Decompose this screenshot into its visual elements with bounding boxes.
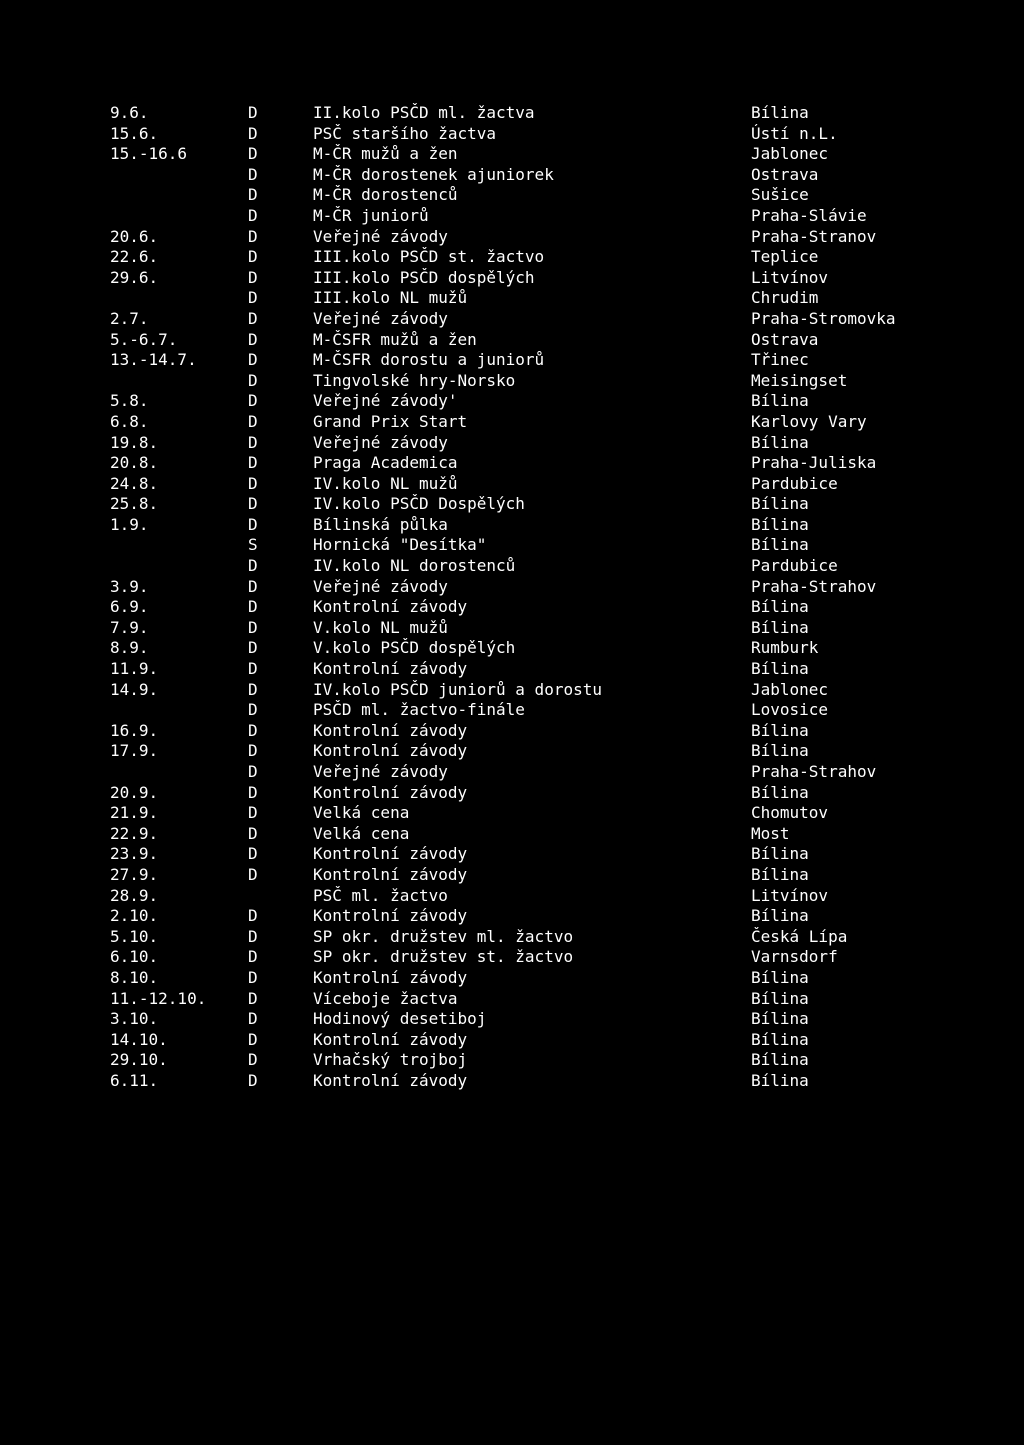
event-date: 5.10. — [110, 926, 159, 946]
event-place: Bílina — [751, 391, 809, 411]
event-name: V.kolo NL mužů — [313, 617, 448, 637]
event-place: Bílina — [751, 514, 809, 534]
event-place: Praha-Stromovka — [751, 308, 896, 328]
event-date: 5.8. — [110, 391, 149, 411]
event-type-code: D — [248, 823, 258, 843]
schedule-row — [110, 309, 950, 330]
schedule-row — [110, 803, 950, 824]
schedule-row — [110, 1030, 950, 1051]
event-name: M-ČSFR dorostu a juniorů — [313, 350, 545, 370]
event-date: 11.-12.10. — [110, 988, 207, 1008]
event-name: Kontrolní závody — [313, 720, 468, 740]
event-date: 9.6. — [110, 103, 149, 122]
event-place: Bílina — [751, 659, 809, 679]
event-name: Veřejné závody' — [313, 391, 458, 411]
event-name: IV.kolo PSČD juniorů a dorostu — [313, 679, 602, 699]
event-place: Praha-Slávie — [751, 205, 867, 225]
event-name: Hodinový desetiboj — [313, 1009, 487, 1029]
event-type-code: D — [248, 1029, 258, 1049]
event-date: 23.9. — [110, 844, 159, 864]
event-type-code: D — [248, 1070, 258, 1090]
schedule-row — [110, 659, 950, 680]
event-name: IV.kolo NL dorostenců — [313, 556, 516, 576]
event-date: 2.10. — [110, 906, 159, 926]
event-type-code: D — [248, 844, 258, 864]
event-date: 21.9. — [110, 803, 159, 823]
event-name: PSČD ml. žactvo-finále — [313, 700, 525, 720]
schedule-row — [110, 330, 950, 351]
schedule-row — [110, 535, 950, 556]
schedule-row — [110, 474, 950, 495]
event-schedule — [110, 103, 950, 1092]
schedule-row — [110, 968, 950, 989]
event-type-code: D — [248, 267, 258, 287]
event-date: 20.8. — [110, 453, 159, 473]
event-place: Teplice — [751, 247, 819, 267]
event-place: Chomutov — [751, 803, 829, 823]
event-place: Praha-Stranov — [751, 226, 877, 246]
event-place: Ostrava — [751, 329, 819, 349]
event-place: Lovosice — [751, 700, 829, 720]
event-type-code: D — [248, 411, 258, 431]
event-place: Bílina — [751, 617, 809, 637]
event-name: Praga Academica — [313, 453, 458, 473]
event-type-code: D — [248, 514, 258, 534]
event-type-code: D — [248, 679, 258, 699]
event-place: Bílina — [751, 535, 809, 555]
event-date: 8.9. — [110, 638, 149, 658]
event-type-code: D — [248, 638, 258, 658]
event-name: II.kolo PSČD ml. žactva — [313, 103, 535, 122]
event-date: 14.10. — [110, 1029, 168, 1049]
event-date: 3.10. — [110, 1009, 159, 1029]
event-date: 7.9. — [110, 617, 149, 637]
event-place: Ústí n.L. — [751, 123, 838, 143]
schedule-row — [110, 762, 950, 783]
event-date: 8.10. — [110, 967, 159, 987]
event-name: Bílinská půlka — [313, 514, 448, 534]
event-date: 13.-14.7. — [110, 350, 197, 370]
event-date: 28.9. — [110, 885, 159, 905]
event-type-code: D — [248, 1009, 258, 1029]
schedule-row — [110, 741, 950, 762]
event-place: Jablonec — [751, 679, 829, 699]
schedule-row — [110, 721, 950, 742]
event-type-code: D — [248, 864, 258, 884]
schedule-row — [110, 371, 950, 392]
event-type-code: D — [248, 556, 258, 576]
event-type-code: D — [248, 205, 258, 225]
event-type-code: D — [248, 247, 258, 267]
schedule-row — [110, 103, 950, 124]
event-type-code: D — [248, 391, 258, 411]
event-place: Bílina — [751, 432, 809, 452]
event-place: Česká Lípa — [751, 926, 848, 946]
event-place: Most — [751, 823, 790, 843]
event-date: 3.9. — [110, 576, 149, 596]
schedule-row — [110, 989, 950, 1010]
event-type-code: D — [248, 947, 258, 967]
event-name: Veřejné závody — [313, 308, 448, 328]
schedule-row — [110, 577, 950, 598]
event-name: Kontrolní závody — [313, 597, 468, 617]
event-place: Litvínov — [751, 267, 829, 287]
event-date: 15.6. — [110, 123, 159, 143]
event-type-code: D — [248, 720, 258, 740]
schedule-row — [110, 247, 950, 268]
event-place: Chrudim — [751, 288, 819, 308]
event-type-code: D — [248, 597, 258, 617]
event-place: Bílina — [751, 494, 809, 514]
event-name: Kontrolní závody — [313, 741, 468, 761]
event-type-code: D — [248, 782, 258, 802]
event-name: Veřejné závody — [313, 226, 448, 246]
event-name: Velká cena — [313, 803, 410, 823]
event-place: Bílina — [751, 864, 809, 884]
event-name: III.kolo NL mužů — [313, 288, 468, 308]
event-name: Kontrolní závody — [313, 1070, 468, 1090]
event-type-code: D — [248, 762, 258, 781]
event-type-code: D — [248, 432, 258, 452]
event-place: Varnsdorf — [751, 947, 838, 967]
schedule-row — [110, 597, 950, 618]
event-type-code: D — [248, 144, 258, 164]
event-date: 24.8. — [110, 473, 159, 493]
schedule-row — [110, 886, 950, 907]
event-name: III.kolo PSČD st. žactvo — [313, 247, 545, 267]
event-name: M-ČR juniorů — [313, 205, 429, 225]
schedule-row — [110, 165, 950, 186]
event-place: Bílina — [751, 741, 809, 761]
event-date: 6.10. — [110, 947, 159, 967]
event-type-code: D — [248, 123, 258, 143]
event-place: Ostrava — [751, 164, 819, 184]
event-date: 17.9. — [110, 741, 159, 761]
event-place: Bílina — [751, 988, 809, 1008]
event-date: 14.9. — [110, 679, 159, 699]
event-date: 16.9. — [110, 720, 159, 740]
event-type-code: D — [248, 576, 258, 596]
schedule-row — [110, 783, 950, 804]
event-name: Velká cena — [313, 823, 410, 843]
event-name: Veřejné závody — [313, 432, 448, 452]
event-date: 5.-6.7. — [110, 329, 178, 349]
event-name: Kontrolní závody — [313, 967, 468, 987]
event-place: Sušice — [751, 185, 809, 205]
event-type-code: D — [248, 288, 258, 308]
event-name: Veřejné závody — [313, 762, 448, 781]
event-date: 25.8. — [110, 494, 159, 514]
event-name: Kontrolní závody — [313, 782, 468, 802]
schedule-row — [110, 391, 950, 412]
event-name: V.kolo PSČD dospělých — [313, 638, 516, 658]
event-name: Kontrolní závody — [313, 864, 468, 884]
schedule-row — [110, 906, 950, 927]
event-name: SP okr. družstev ml. žactvo — [313, 926, 574, 946]
event-name: Veřejné závody — [313, 576, 448, 596]
event-place: Karlovy Vary — [751, 411, 867, 431]
schedule-row — [110, 515, 950, 536]
event-date: 22.6. — [110, 247, 159, 267]
schedule-row — [110, 185, 950, 206]
event-type-code: D — [248, 473, 258, 493]
event-type-code: D — [248, 700, 258, 720]
schedule-row — [110, 1071, 950, 1092]
schedule-row — [110, 124, 950, 145]
schedule-row — [110, 494, 950, 515]
event-place: Bílina — [751, 1070, 809, 1090]
schedule-row — [110, 412, 950, 433]
schedule-row — [110, 1009, 950, 1030]
event-type-code: D — [248, 803, 258, 823]
event-type-code: D — [248, 308, 258, 328]
event-type-code: D — [248, 494, 258, 514]
event-place: Meisingset — [751, 370, 848, 390]
event-name: SP okr. družstev st. žactvo — [313, 947, 574, 967]
event-name: Tingvolské hry-Norsko — [313, 370, 516, 390]
event-name: Víceboje žactva — [313, 988, 458, 1008]
event-date: 27.9. — [110, 864, 159, 884]
event-type-code: D — [248, 185, 258, 205]
event-place: Bílina — [751, 1009, 809, 1029]
event-type-code: D — [248, 926, 258, 946]
event-place: Bílina — [751, 906, 809, 926]
event-place: Bílina — [751, 844, 809, 864]
event-type-code: D — [248, 329, 258, 349]
event-name: Kontrolní závody — [313, 906, 468, 926]
event-date: 1.9. — [110, 514, 149, 534]
event-type-code: D — [248, 350, 258, 370]
event-name: Kontrolní závody — [313, 844, 468, 864]
event-date: 2.7. — [110, 308, 149, 328]
schedule-row — [110, 680, 950, 701]
event-place: Bílina — [751, 720, 809, 740]
event-name: M-ČR mužů a žen — [313, 144, 458, 164]
event-place: Bílina — [751, 103, 809, 122]
schedule-row — [110, 865, 950, 886]
event-place: Praha-Strahov — [751, 576, 877, 596]
event-type-code: D — [248, 370, 258, 390]
event-name: M-ČSFR mužů a žen — [313, 329, 477, 349]
event-date: 15.-16.6 — [110, 144, 188, 164]
event-place: Bílina — [751, 1029, 809, 1049]
event-name: PSČ ml. žactvo — [313, 885, 448, 905]
event-place: Bílina — [751, 782, 809, 802]
event-place: Praha-Strahov — [751, 762, 877, 781]
event-place: Pardubice — [751, 556, 838, 576]
event-type-code: D — [248, 659, 258, 679]
event-name: Vrhačský trojboj — [313, 1050, 468, 1070]
event-type-code: D — [248, 988, 258, 1008]
event-name: PSČ staršího žactva — [313, 123, 497, 143]
event-date: 11.9. — [110, 659, 159, 679]
event-date: 20.9. — [110, 782, 159, 802]
schedule-row — [110, 227, 950, 248]
event-date: 19.8. — [110, 432, 159, 452]
event-place: Rumburk — [751, 638, 819, 658]
event-place: Třinec — [751, 350, 809, 370]
event-place: Bílina — [751, 597, 809, 617]
event-place: Litvínov — [751, 885, 829, 905]
schedule-row — [110, 288, 950, 309]
event-date: 6.9. — [110, 597, 149, 617]
schedule-row — [110, 844, 950, 865]
event-name: Kontrolní závody — [313, 1029, 468, 1049]
schedule-row — [110, 350, 950, 371]
schedule-row — [110, 453, 950, 474]
event-name: M-ČR dorostenců — [313, 185, 458, 205]
schedule-row — [110, 206, 950, 227]
schedule-row — [110, 1050, 950, 1071]
event-type-code: D — [248, 164, 258, 184]
event-date: 22.9. — [110, 823, 159, 843]
schedule-row — [110, 927, 950, 948]
event-type-code: D — [248, 226, 258, 246]
schedule-row — [110, 268, 950, 289]
schedule-row — [110, 618, 950, 639]
event-type-code: D — [248, 453, 258, 473]
event-type-code: D — [248, 103, 258, 122]
event-type-code: D — [248, 1050, 258, 1070]
event-name: Grand Prix Start — [313, 411, 468, 431]
event-name: Kontrolní závody — [313, 659, 468, 679]
event-place: Bílina — [751, 1050, 809, 1070]
event-name: M-ČR dorostenek ajuniorek — [313, 164, 554, 184]
event-type-code: D — [248, 741, 258, 761]
event-date: 6.11. — [110, 1070, 159, 1090]
event-type-code: D — [248, 906, 258, 926]
event-name: IV.kolo PSČD Dospělých — [313, 494, 525, 514]
event-name: III.kolo PSČD dospělých — [313, 267, 535, 287]
event-date: 29.10. — [110, 1050, 168, 1070]
schedule-row — [110, 638, 950, 659]
schedule-row — [110, 144, 950, 165]
event-type-code: S — [248, 535, 258, 555]
event-type-code: D — [248, 617, 258, 637]
schedule-row — [110, 556, 950, 577]
event-date: 29.6. — [110, 267, 159, 287]
event-place: Jablonec — [751, 144, 829, 164]
schedule-row — [110, 947, 950, 968]
event-name: Hornická "Desítka" — [313, 535, 487, 555]
event-place: Praha-Juliska — [751, 453, 877, 473]
event-date: 6.8. — [110, 411, 149, 431]
schedule-row — [110, 433, 950, 454]
schedule-row — [110, 700, 950, 721]
event-place: Bílina — [751, 967, 809, 987]
schedule-row — [110, 824, 950, 845]
event-place: Pardubice — [751, 473, 838, 493]
event-name: IV.kolo NL mužů — [313, 473, 458, 493]
event-type-code: D — [248, 967, 258, 987]
event-date: 20.6. — [110, 226, 159, 246]
